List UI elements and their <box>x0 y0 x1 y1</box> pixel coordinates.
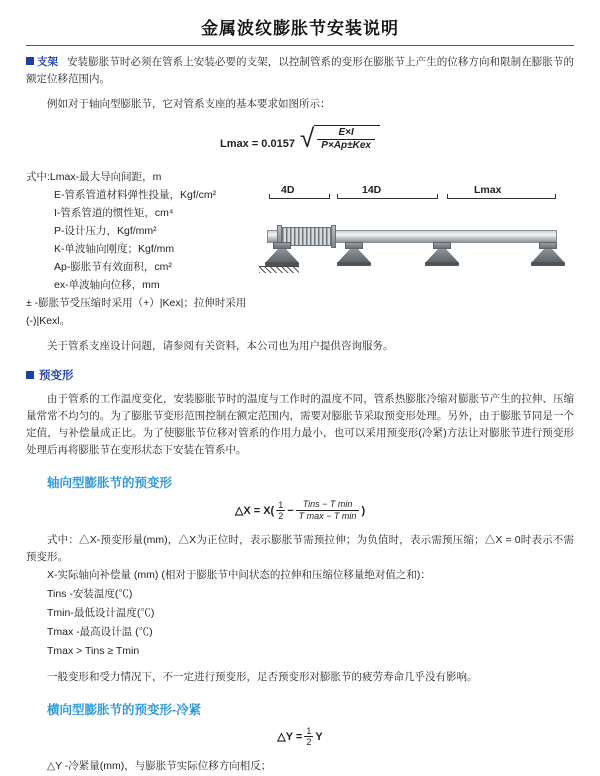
dimension-tick <box>555 194 556 199</box>
section-heading-bracket: 支架 <box>36 56 59 68</box>
bellows-end-cap <box>331 225 336 248</box>
lateral-note-text: △Y -冷紧量(mm)，与膨胀节实际位移方向相反； <box>47 760 272 772</box>
definition-item: K-单波轴向刚度；Kgf/mm <box>54 243 175 255</box>
definition-item: ex-单波轴向位移，mm <box>54 279 160 291</box>
support-clamp <box>433 242 451 249</box>
lmax-formula-lhs: Lmax = 0.0157 <box>220 138 295 150</box>
definition-item: P-设计压力，Kgf/mm² <box>54 225 157 237</box>
lateral-formula-lhs: △Y = <box>277 731 303 743</box>
dimension-tick <box>437 194 438 199</box>
support-clamp <box>345 242 363 249</box>
support-base <box>531 262 565 266</box>
lmax-formula <box>26 125 574 152</box>
one-half-denominator: 2 <box>306 737 312 747</box>
one-half-denominator: 2 <box>278 511 284 521</box>
temperature-ratio-fraction <box>296 499 360 522</box>
support-base <box>337 262 371 266</box>
symbol-item: Tins -安装温度(℃) <box>47 588 133 600</box>
support-leg <box>265 249 299 263</box>
axial-formula-note: 式中：△X-预变形量(mm)，△X为正位时，表示膨胀节需预拉伸；为负值时，表示需预压缩；△X = 0时表示不需预变形。 <box>26 534 574 563</box>
axial-predeform-formula <box>26 499 574 522</box>
dimension-tick <box>337 194 338 199</box>
lmax-fraction <box>317 127 375 152</box>
one-half-numerator: 1 <box>278 500 284 510</box>
dimension-label-14d: 14D <box>362 184 382 196</box>
lmax-fraction-denominator: P×Ap±Kex <box>321 140 371 151</box>
support-leg <box>337 249 371 263</box>
axial-formula-expression <box>235 499 365 522</box>
support-clamp <box>539 242 557 249</box>
axial-formula-rhs: ) <box>361 504 366 517</box>
page-title: 金属波纹膨胀节安装说明 <box>201 19 399 38</box>
one-half-numerator: 1 <box>306 726 312 736</box>
dimension-line-14d <box>337 198 437 199</box>
lateral-note <box>47 757 574 776</box>
symbol-item: Tmax > Tins ≥ Tmin <box>47 645 140 657</box>
dimension-tick <box>447 194 448 199</box>
pipe-support-guide-1 <box>337 242 371 268</box>
definition-item: Ap-膨胀节有效面积，cm² <box>54 261 172 273</box>
dimension-line-4d <box>269 198 329 199</box>
radical-glyph: √ <box>300 123 315 153</box>
subsection-heading-lateral: 横向型膨胀节的预变形-冷紧 <box>47 703 202 717</box>
section-heading-predeform: 预变形 <box>39 370 74 382</box>
axial-formula-lhs: △X = X( <box>234 505 275 517</box>
support-clamp <box>273 242 291 249</box>
pipe-support-diagram <box>259 184 564 294</box>
dimension-tick <box>269 194 270 199</box>
definition-item: E-管系管道材料弹性投量，Kgf/cm² <box>54 189 217 201</box>
lmax-formula-box <box>220 125 380 152</box>
support-leg <box>531 249 565 263</box>
wall-hatching <box>259 266 299 273</box>
support-leg <box>425 249 459 263</box>
section-heading-predeform-row <box>26 367 574 383</box>
pipe-support-anchor <box>265 242 299 268</box>
square-root-icon <box>300 125 380 152</box>
symbol-item: Tmax -最高设计温 (℃) <box>47 626 153 638</box>
document-body <box>0 54 600 776</box>
bracket-paragraph-1 <box>26 54 574 88</box>
dimension-label-lmax: Lmax <box>474 184 502 196</box>
predeform-paragraph-1: 由于管系的工作温度变化，安装膨胀节时的温度与工作时的温度不同，管系热膨胀冷缩对膨胀节产生的拉伸、压缩量常常不均匀的。为了膨胀节变形范围控制在额定范围内，需要对膨胀节采取预变形处理。另外，由于膨胀节同是一个定值，与补偿量成正比。为了使膨胀节位移对管系的作用力最小，也可以采用预变形(冷紧)方法让对膨胀节进行预变形处理后再将膨胀节在变形状态下安装在管系中。 <box>26 393 574 456</box>
square-bullet-icon <box>26 371 34 379</box>
dimension-line-lmax <box>447 198 555 199</box>
symbol-item: X-实际轴向补偿量 (mm) (相对于膨胀节中间状态的拉伸和压缩位移量绝对值之和)： <box>47 569 431 581</box>
definition-item: ± -膨胀节受压缩时采用（+）|Kex|；拉伸时采用(-)|Kexl。 <box>26 297 247 327</box>
dimension-label-4d: 4D <box>281 184 295 196</box>
square-bullet-icon <box>26 57 34 65</box>
definition-item: 式中:Lmax-最大导向间距，m <box>26 171 162 183</box>
axial-formula-minus: − <box>287 504 294 517</box>
pipe-support-guide-3 <box>531 242 565 268</box>
definitions-and-figure <box>26 162 574 330</box>
bracket-paragraph-2: 例如对于轴向型膨胀节，它对管系支座的基本要求如图所示： <box>47 98 331 110</box>
one-half-fraction <box>276 500 285 521</box>
radicand <box>314 125 380 152</box>
pipe-support-guide-2 <box>425 242 459 268</box>
symbol-item: Tmin-最低设计温度(℃) <box>47 607 155 619</box>
bracket-closing-paragraph: 关于管系支座设计问题，请参阅有关资料，本公司也为用户提供咨询服务。 <box>47 340 394 352</box>
bracket-paragraph-1-text: 安装膨胀节时必须在管系上安装必要的支架，以控制管系的变形在膨胀节上产生的位移方向和限制在膨胀节的额定位移范围内。 <box>26 56 574 85</box>
temperature-ratio-denominator: T max − T min <box>298 511 357 521</box>
dimension-tick <box>329 194 330 199</box>
definition-item: I-管系管道的惯性矩，cm⁴ <box>54 207 174 219</box>
support-base <box>425 262 459 266</box>
definition-list <box>26 162 251 330</box>
temperature-ratio-numerator: Tins − T min <box>296 499 360 511</box>
axial-closing-paragraph: 一般变形和受力情况下，不一定进行预变形，足否预变形对膨胀节的疲劳寿命几乎没有影响。 <box>47 671 478 683</box>
lateral-formula-rhs: Y <box>315 730 323 743</box>
figure-area <box>257 162 574 294</box>
lmax-fraction-numerator: E×I <box>317 127 375 140</box>
subsection-heading-axial: 轴向型膨胀节的预变形 <box>47 476 173 490</box>
document-page <box>0 14 600 772</box>
title-divider <box>26 45 574 46</box>
axial-symbol-list <box>47 566 574 661</box>
